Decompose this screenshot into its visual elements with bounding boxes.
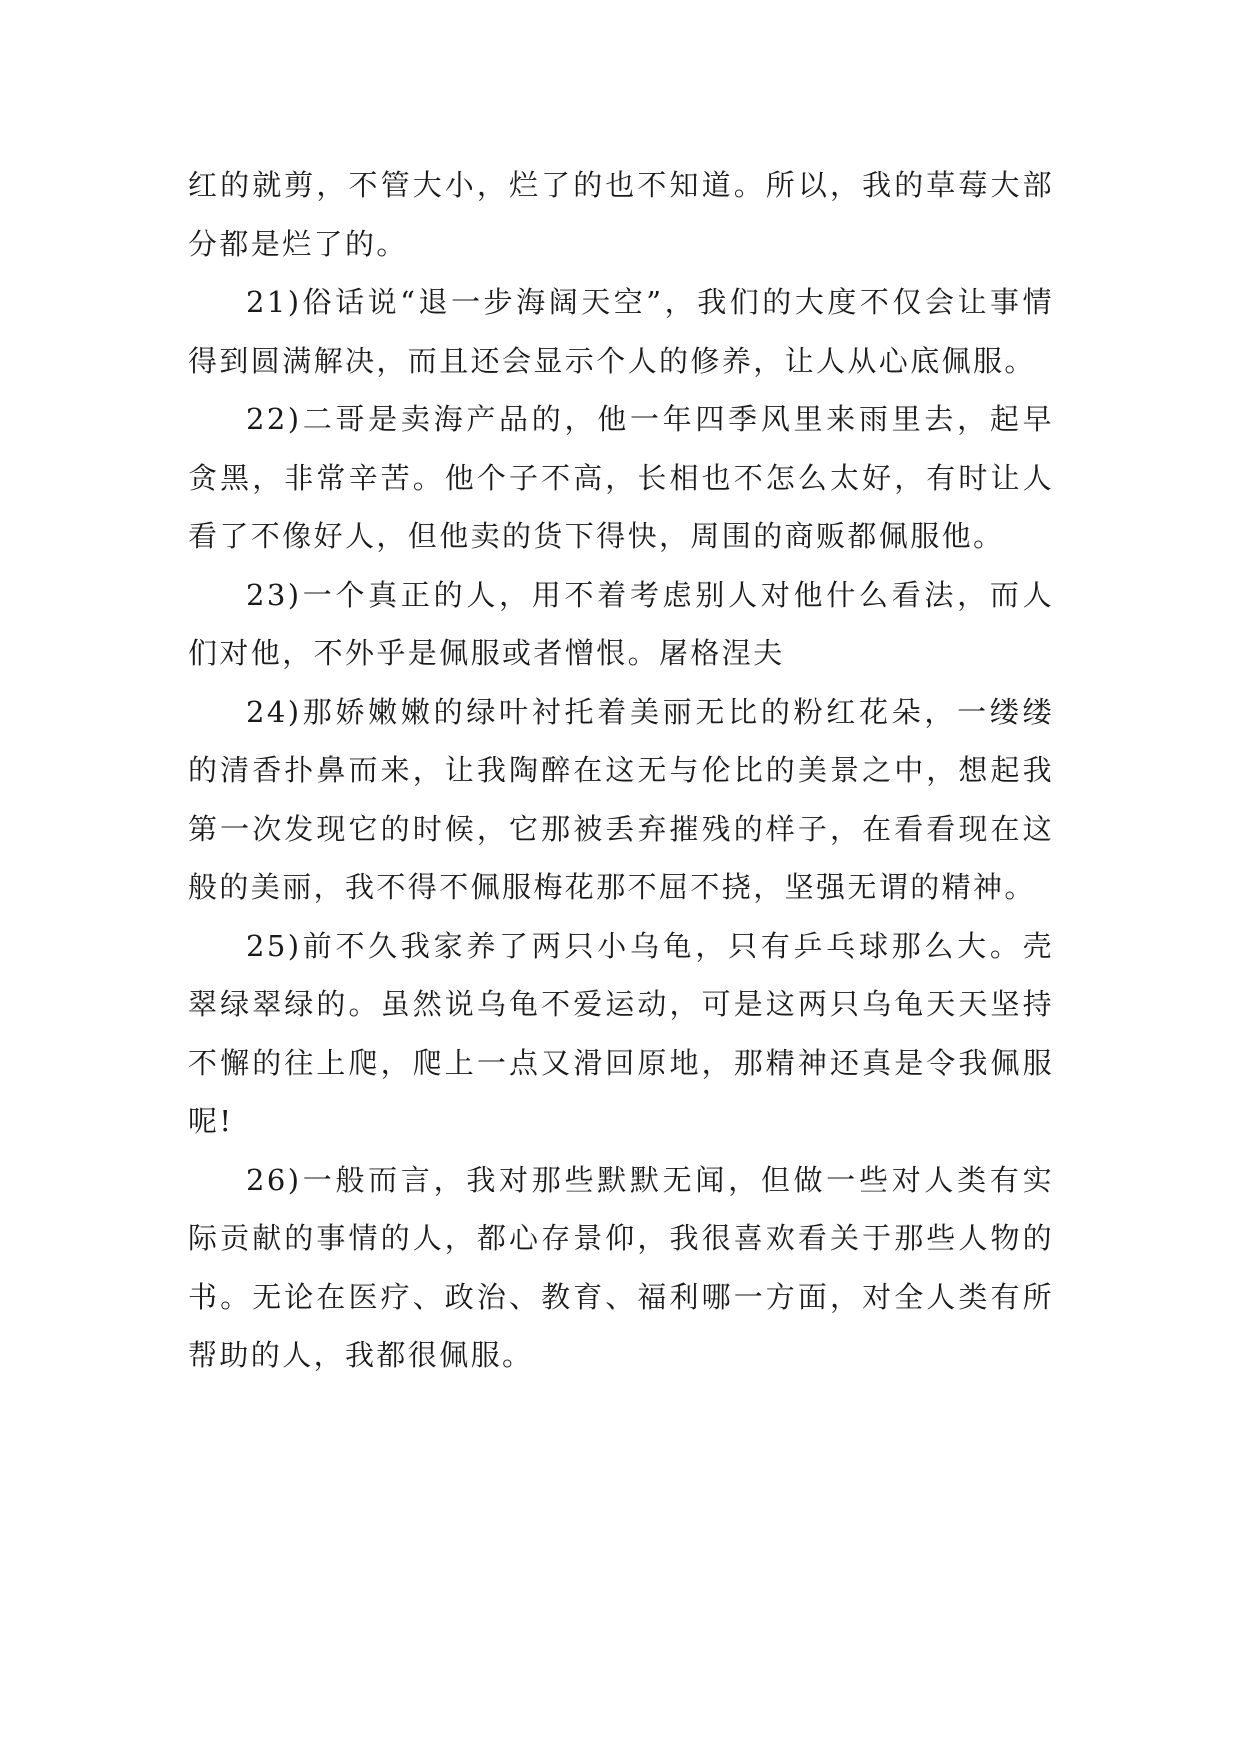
paragraph-26: 26)一般而言，我对那些默默无闻，但做一些对人类有实际贡献的事情的人，都心存景仰，我很喜欢看关于那些人物的书。无论在医疗、政治、教育、福利哪一方面，对全人类有所帮助的人，我都很佩服。	[188, 1162, 1054, 1372]
paragraph-23: 23)一个真正的人，用不着考虑别人对他什么看法，而人们对他，不外乎是佩服或者憎恨。屠格涅夫	[188, 577, 1054, 670]
document-body	[188, 156, 1054, 1385]
paragraph-continuation: 红的就剪，不管大小，烂了的也不知道。所以，我的草莓大部分都是烂了的。	[188, 168, 1054, 261]
paragraph-22: 22)二哥是卖海产品的，他一年四季风里来雨里去，起早贪黑，非常辛苦。他个子不高，长相也不怎么太好，有时让人看了不像好人，但他卖的货下得快，周围的商贩都佩服他。	[188, 402, 1054, 553]
paragraph-24: 24)那娇嫩嫩的绿叶衬托着美丽无比的粉红花朵，一缕缕的清香扑鼻而来，让我陶醉在这无与伦比的美景之中，想起我第一次发现它的时候，它那被丢弃摧残的样子，在看看现在这般的美丽，我不得不佩服梅花那不屈不挠，坚强无谓的精神。	[188, 694, 1054, 904]
paragraph-21: 21)俗话说“退一步海阔天空”，我们的大度不仅会让事情得到圆满解决，而且还会显示个人的修养，让人从心底佩服。	[188, 285, 1054, 378]
paragraph-25: 25)前不久我家养了两只小乌龟，只有乒乓球那么大。壳翠绿翠绿的。虽然说乌龟不爱运动，可是这两只乌龟天天坚持不懈的往上爬，爬上一点又滑回原地，那精神还真是令我佩服呢!	[188, 928, 1054, 1138]
